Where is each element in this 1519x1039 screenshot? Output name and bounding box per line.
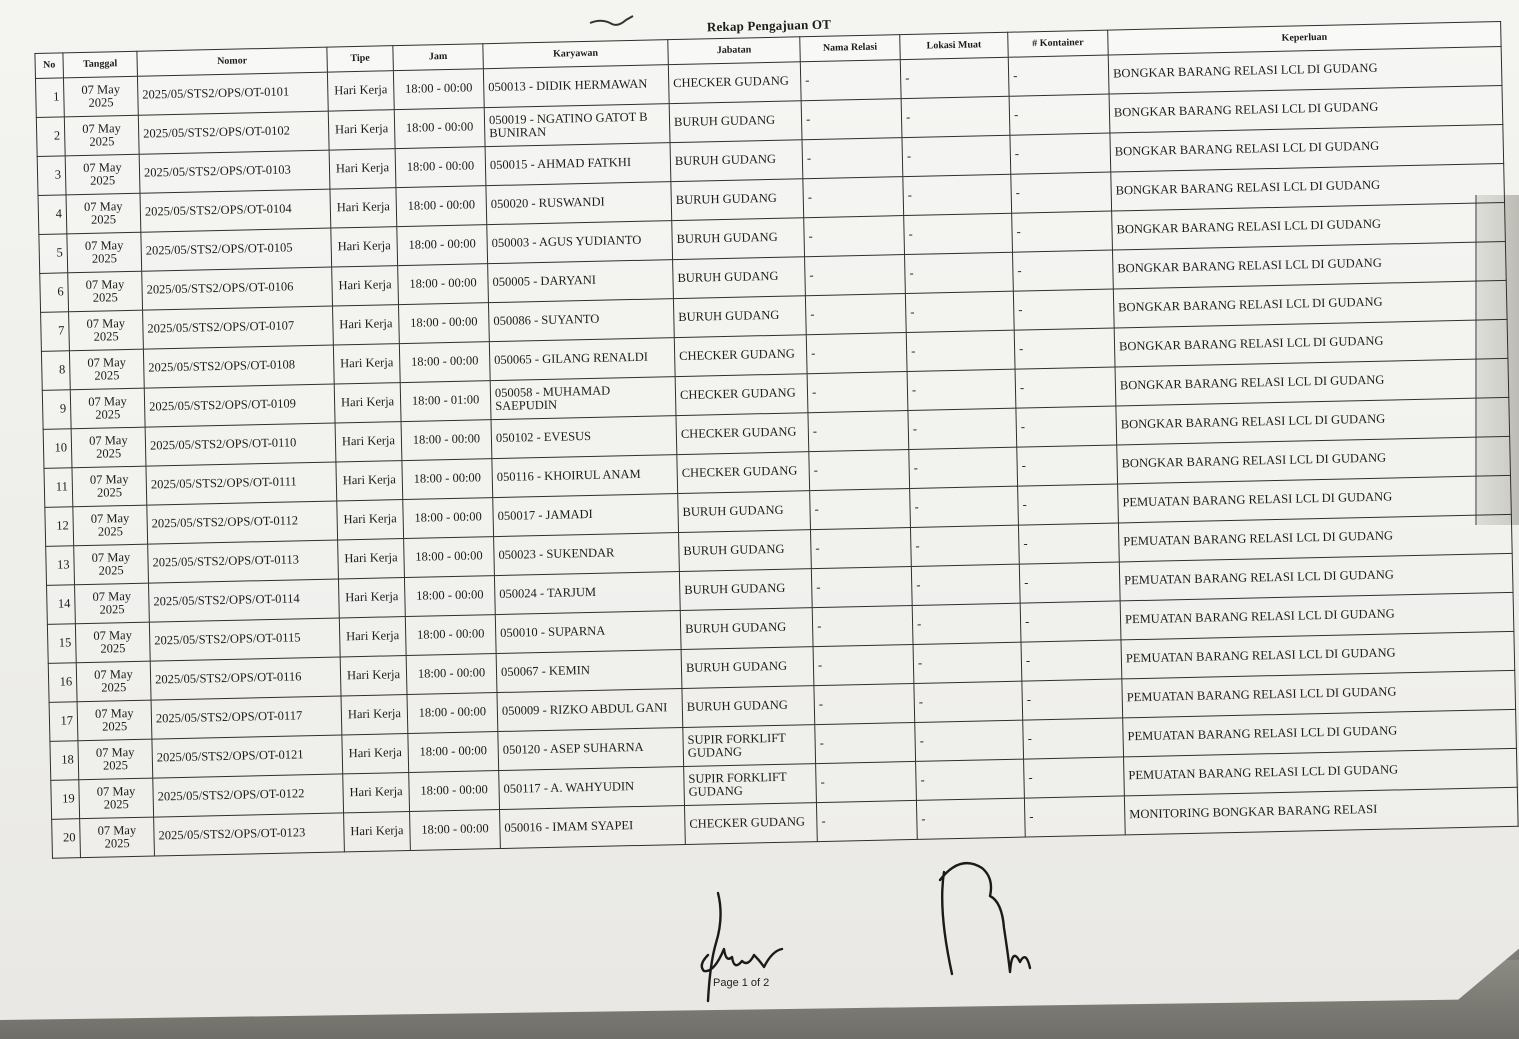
signature-left-icon <box>690 885 800 1010</box>
cell-time: 18:00 - 00:00 <box>399 342 490 383</box>
cell-number: 2025/05/STS2/OPS/OT-0115 <box>149 618 340 661</box>
cell-time: 18:00 - 00:00 <box>406 654 497 695</box>
cell-position: BURUH GUDANG <box>679 569 812 611</box>
cell-number: 2025/05/STS2/OPS/OT-0104 <box>140 189 331 232</box>
cell-relation: - <box>810 527 911 568</box>
cell-employee: 050024 - TARJUM <box>494 572 680 615</box>
cell-number: 2025/05/STS2/OPS/OT-0111 <box>146 462 337 505</box>
cell-time: 18:00 - 00:00 <box>395 147 486 188</box>
cell-type: Hari Kerja <box>337 500 404 540</box>
cell-relation: - <box>815 722 916 763</box>
cell-type: Hari Kerja <box>342 734 409 774</box>
cell-time: 18:00 - 00:00 <box>407 693 498 734</box>
cell-location: - <box>903 174 1012 215</box>
table-body <box>35 46 1518 858</box>
cell-purpose: PEMUATAN BARANG RELASI LCL DI GUDANG <box>1123 709 1517 757</box>
cell-type: Hari Kerja <box>338 539 405 579</box>
cell-position: BURUH GUDANG <box>681 647 814 689</box>
cell-date: 07 May 2025 <box>80 817 155 858</box>
cell-date: 07 May 2025 <box>66 193 141 234</box>
cell-employee: 050003 - AGUS YUDIANTO <box>487 221 673 264</box>
cell-location: - <box>909 447 1018 488</box>
overtime-table <box>34 21 1518 859</box>
cell-number: 2025/05/STS2/OPS/OT-0116 <box>150 657 341 700</box>
cell-type: Hari Kerja <box>338 578 405 618</box>
cell-location: - <box>902 135 1011 176</box>
cell-relation: - <box>811 566 912 607</box>
cell-date: 07 May 2025 <box>75 622 150 663</box>
cell-purpose: PEMUATAN BARANG RELASI LCL DI GUDANG <box>1118 514 1512 562</box>
cell-purpose: BONGKAR BARANG RELASI LCL DI GUDANG <box>1114 319 1508 367</box>
cell-position: BURUH GUDANG <box>678 491 811 533</box>
cell-relation: - <box>812 605 913 646</box>
header-purpose: Keperluan <box>1108 22 1501 56</box>
cell-number: 2025/05/STS2/OPS/OT-0110 <box>145 423 336 466</box>
cell-number: 2025/05/STS2/OPS/OT-0114 <box>149 579 340 622</box>
cell-location: - <box>900 57 1009 98</box>
cell-time: 18:00 - 00:00 <box>405 615 496 656</box>
cell-purpose: BONGKAR BARANG RELASI LCL DI GUDANG <box>1117 436 1511 484</box>
cell-position: BURUH GUDANG <box>680 608 813 650</box>
cell-location: - <box>911 564 1020 605</box>
cell-container: - <box>1023 718 1124 759</box>
cell-purpose: BONGKAR BARANG RELASI LCL DI GUDANG <box>1112 202 1506 250</box>
cell-relation: - <box>803 177 904 218</box>
cell-location: - <box>914 681 1023 722</box>
cell-relation: - <box>813 644 914 685</box>
cell-employee: 050020 - RUSWANDI <box>486 182 672 225</box>
cell-number: 2025/05/STS2/OPS/OT-0117 <box>151 696 342 739</box>
cell-no: 2 <box>36 117 65 157</box>
cell-purpose: BONGKAR BARANG RELASI LCL DI GUDANG <box>1109 85 1503 133</box>
cell-purpose: BONGKAR BARANG RELASI LCL DI GUDANG <box>1108 46 1502 94</box>
cell-employee: 050013 - DIDIK HERMAWAN <box>483 65 669 108</box>
cell-type: Hari Kerja <box>331 227 398 267</box>
cell-type: Hari Kerja <box>329 149 396 189</box>
cell-position: BURUH GUDANG <box>672 218 805 260</box>
cell-location: - <box>910 525 1019 566</box>
cell-number: 2025/05/STS2/OPS/OT-0103 <box>139 150 330 193</box>
cell-time: 18:00 - 00:00 <box>394 108 485 149</box>
cell-date: 07 May 2025 <box>76 661 151 702</box>
cell-employee: 050065 - GILANG RENALDI <box>489 338 675 381</box>
header-number: Nomor <box>137 47 328 76</box>
cell-date: 07 May 2025 <box>65 154 140 195</box>
cell-container: - <box>1012 250 1113 291</box>
cell-position: BURUH GUDANG <box>669 101 802 143</box>
cell-employee: 050117 - A. WAHYUDIN <box>499 767 685 810</box>
cell-number: 2025/05/STS2/OPS/OT-0123 <box>154 813 345 856</box>
cell-date: 07 May 2025 <box>79 778 154 819</box>
cell-time: 18:00 - 01:00 <box>400 381 491 422</box>
cell-relation: - <box>807 372 908 413</box>
cell-location: - <box>906 330 1015 371</box>
cell-type: Hari Kerja <box>336 461 403 501</box>
cell-type: Hari Kerja <box>330 188 397 228</box>
cell-employee: 050019 - NGATINO GATOT B BUNIRAN <box>484 104 670 147</box>
cell-date: 07 May 2025 <box>63 76 138 117</box>
header-relation: Nama Relasi <box>800 35 901 62</box>
cell-number: 2025/05/STS2/OPS/OT-0108 <box>143 345 334 388</box>
cell-no: 19 <box>51 780 80 820</box>
cell-position: SUPIR FORKLIFT GUDANG <box>684 764 817 806</box>
cell-employee: 050005 - DARYANI <box>488 260 674 303</box>
cell-position: CHECKER GUDANG <box>668 62 801 104</box>
cell-relation: - <box>800 60 901 101</box>
cell-type: Hari Kerja <box>327 71 394 111</box>
cell-location: - <box>910 486 1019 527</box>
cell-date: 07 May 2025 <box>71 427 146 468</box>
cell-position: BURUH GUDANG <box>673 296 806 338</box>
cell-date: 07 May 2025 <box>69 349 144 390</box>
cell-time: 18:00 - 00:00 <box>410 810 501 851</box>
cell-no: 6 <box>40 273 69 313</box>
cell-relation: - <box>806 333 907 374</box>
cell-container: - <box>1015 367 1116 408</box>
cell-date: 07 May 2025 <box>68 271 143 312</box>
cell-container: - <box>1024 796 1125 837</box>
cell-no: 14 <box>47 585 76 625</box>
cell-employee: 050086 - SUYANTO <box>488 299 674 342</box>
cell-relation: - <box>805 255 906 296</box>
cell-position: BURUH GUDANG <box>671 179 804 221</box>
cell-location: - <box>907 369 1016 410</box>
cell-no: 20 <box>52 819 81 859</box>
cell-type: Hari Kerja <box>333 305 400 345</box>
cell-purpose: PEMUATAN BARANG RELASI LCL DI GUDANG <box>1118 475 1512 523</box>
cell-employee: 050010 - SUPARNA <box>495 611 681 654</box>
cell-no: 11 <box>44 468 73 508</box>
header-position: Jabatan <box>668 37 801 65</box>
cell-container: - <box>1009 94 1110 135</box>
cell-container: - <box>1011 172 1112 213</box>
cell-location: - <box>905 291 1014 332</box>
cell-employee: 050120 - ASEP SUHARNA <box>498 728 684 771</box>
page-title: Rekap Pengajuan OT <box>706 16 832 35</box>
cell-position: BURUH GUDANG <box>673 257 806 299</box>
cell-container: - <box>1017 445 1118 486</box>
cell-relation: - <box>816 761 917 802</box>
header-location: Lokasi Muat <box>900 32 1009 59</box>
cell-type: Hari Kerja <box>341 695 408 735</box>
cell-location: - <box>916 798 1025 839</box>
overtime-recap-document <box>34 2 1519 859</box>
cell-number: 2025/05/STS2/OPS/OT-0102 <box>138 111 329 154</box>
cell-location: - <box>904 213 1013 254</box>
signature-right-icon <box>930 850 1040 980</box>
cell-employee: 050116 - KHOIRUL ANAM <box>492 455 678 498</box>
cell-container: - <box>1019 562 1120 603</box>
cell-no: 5 <box>39 234 68 274</box>
cell-employee: 050015 - AHMAD FATKHI <box>485 143 671 186</box>
cell-date: 07 May 2025 <box>74 544 149 585</box>
cell-date: 07 May 2025 <box>69 310 144 351</box>
cell-position: BURUH GUDANG <box>682 686 815 728</box>
page-number: Page 1 of 2 <box>713 977 770 989</box>
cell-time: 18:00 - 00:00 <box>396 186 487 227</box>
cell-no: 13 <box>46 546 75 586</box>
cell-employee: 050067 - KEMIN <box>496 650 682 693</box>
cell-type: Hari Kerja <box>328 110 395 150</box>
cell-no: 12 <box>45 507 74 547</box>
cell-location: - <box>901 96 1010 137</box>
cell-no: 1 <box>35 78 64 118</box>
cell-purpose: BONGKAR BARANG RELASI LCL DI GUDANG <box>1111 163 1505 211</box>
cell-no: 4 <box>38 195 67 235</box>
cell-container: - <box>1022 679 1123 720</box>
cell-location: - <box>908 408 1017 449</box>
cell-container: - <box>1014 328 1115 369</box>
cell-relation: - <box>810 489 911 530</box>
cell-purpose: PEMUATAN BARANG RELASI LCL DI GUDANG <box>1124 748 1518 796</box>
cell-type: Hari Kerja <box>334 383 401 423</box>
cell-purpose: BONGKAR BARANG RELASI LCL DI GUDANG <box>1115 358 1509 406</box>
cell-no: 18 <box>50 741 79 781</box>
cell-number: 2025/05/STS2/OPS/OT-0107 <box>143 306 334 349</box>
cell-date: 07 May 2025 <box>67 232 142 273</box>
cell-time: 18:00 - 00:00 <box>398 264 489 305</box>
cell-purpose: PEMUATAN BARANG RELASI LCL DI GUDANG <box>1122 670 1516 718</box>
cell-purpose: BONGKAR BARANG RELASI LCL DI GUDANG <box>1110 124 1504 172</box>
cell-number: 2025/05/STS2/OPS/OT-0109 <box>144 384 335 427</box>
cell-container: - <box>1020 601 1121 642</box>
cell-date: 07 May 2025 <box>70 388 145 429</box>
cell-date: 07 May 2025 <box>72 466 147 507</box>
cell-number: 2025/05/STS2/OPS/OT-0101 <box>137 72 328 115</box>
header-no: No <box>35 53 64 79</box>
cell-location: - <box>913 642 1022 683</box>
cell-date: 07 May 2025 <box>64 115 139 156</box>
cell-number: 2025/05/STS2/OPS/OT-0122 <box>153 774 344 817</box>
cell-employee: 050058 - MUHAMAD SAEPUDIN <box>490 377 676 420</box>
cell-type: Hari Kerja <box>343 773 410 813</box>
cell-relation: - <box>808 411 909 452</box>
cell-no: 3 <box>37 156 66 196</box>
cell-type: Hari Kerja <box>332 266 399 306</box>
cell-employee: 050017 - JAMADI <box>493 494 679 537</box>
cell-date: 07 May 2025 <box>75 583 150 624</box>
cell-time: 18:00 - 00:00 <box>404 576 495 617</box>
cell-position: SUPIR FORKLIFT GUDANG <box>683 725 816 767</box>
cell-no: 17 <box>49 702 78 742</box>
cell-purpose: BONGKAR BARANG RELASI LCL DI GUDANG <box>1113 280 1507 328</box>
cell-relation: - <box>802 138 903 179</box>
cell-container: - <box>1024 757 1125 798</box>
cell-no: 7 <box>41 312 70 352</box>
cell-no: 16 <box>48 663 77 703</box>
cell-position: CHECKER GUDANG <box>675 374 808 416</box>
cell-employee: 050023 - SUKENDAR <box>494 533 680 576</box>
cell-relation: - <box>809 450 910 491</box>
cell-location: - <box>912 603 1021 644</box>
cell-purpose: PEMUATAN BARANG RELASI LCL DI GUDANG <box>1121 631 1515 679</box>
cell-purpose: PEMUATAN BARANG RELASI LCL DI GUDANG <box>1120 592 1514 640</box>
cell-no: 10 <box>43 429 72 469</box>
cell-time: 18:00 - 00:00 <box>409 771 500 812</box>
cell-date: 07 May 2025 <box>78 739 153 780</box>
cell-location: - <box>915 720 1024 761</box>
cell-number: 2025/05/STS2/OPS/OT-0112 <box>147 501 338 544</box>
cell-type: Hari Kerja <box>339 617 406 657</box>
cell-no: 8 <box>41 351 70 391</box>
cell-container: - <box>1008 55 1109 96</box>
cell-number: 2025/05/STS2/OPS/OT-0121 <box>152 735 343 778</box>
cell-container: - <box>1013 289 1114 330</box>
cell-type: Hari Kerja <box>340 656 407 696</box>
cell-container: - <box>1021 640 1122 681</box>
header-time: Jam <box>393 44 484 71</box>
cell-location: - <box>905 252 1014 293</box>
cell-position: CHECKER GUDANG <box>684 803 817 845</box>
cell-time: 18:00 - 00:00 <box>398 303 489 344</box>
header-container: # Kontainer <box>1008 30 1109 57</box>
cell-time: 18:00 - 00:00 <box>397 225 488 266</box>
cell-position: CHECKER GUDANG <box>677 452 810 494</box>
cell-position: CHECKER GUDANG <box>676 413 809 455</box>
cell-position: BURUH GUDANG <box>679 530 812 572</box>
cell-relation: - <box>805 294 906 335</box>
cell-number: 2025/05/STS2/OPS/OT-0113 <box>148 540 339 583</box>
cell-no: 15 <box>47 624 76 664</box>
cell-employee: 050102 - EVESUS <box>491 416 677 459</box>
header-type: Tipe <box>327 46 394 72</box>
cell-employee: 050009 - RIZKO ABDUL GANI <box>497 689 683 732</box>
header-employee: Karyawan <box>483 40 669 69</box>
cell-container: - <box>1018 523 1119 564</box>
cell-time: 18:00 - 00:00 <box>402 459 493 500</box>
cell-number: 2025/05/STS2/OPS/OT-0106 <box>142 267 333 310</box>
cell-date: 07 May 2025 <box>77 700 152 741</box>
cell-employee: 050016 - IMAM SYAPEI <box>500 805 686 848</box>
cell-location: - <box>916 759 1025 800</box>
cell-position: BURUH GUDANG <box>670 140 803 182</box>
cell-time: 18:00 - 00:00 <box>393 69 484 110</box>
cell-time: 18:00 - 00:00 <box>404 537 495 578</box>
cell-time: 18:00 - 00:00 <box>401 420 492 461</box>
cell-position: CHECKER GUDANG <box>674 335 807 377</box>
cell-time: 18:00 - 00:00 <box>408 732 499 773</box>
cell-container: - <box>1010 133 1111 174</box>
cell-relation: - <box>804 216 905 257</box>
cell-container: - <box>1016 406 1117 447</box>
cell-no: 9 <box>42 390 71 430</box>
cell-container: - <box>1012 211 1113 252</box>
cell-purpose: BONGKAR BARANG RELASI LCL DI GUDANG <box>1116 397 1510 445</box>
cell-relation: - <box>801 99 902 140</box>
cell-date: 07 May 2025 <box>73 505 148 546</box>
cell-purpose: BONGKAR BARANG RELASI LCL DI GUDANG <box>1112 241 1506 289</box>
cell-time: 18:00 - 00:00 <box>403 498 494 539</box>
cell-purpose: PEMUATAN BARANG RELASI LCL DI GUDANG <box>1119 553 1513 601</box>
header-date: Tanggal <box>63 51 138 78</box>
cell-type: Hari Kerja <box>335 422 402 462</box>
cell-purpose: MONITORING BONGKAR BARANG RELASI <box>1124 787 1518 835</box>
cell-type: Hari Kerja <box>333 344 400 384</box>
cell-container: - <box>1018 484 1119 525</box>
cell-relation: - <box>816 800 917 841</box>
cell-number: 2025/05/STS2/OPS/OT-0105 <box>141 228 332 271</box>
cell-type: Hari Kerja <box>344 811 411 851</box>
cell-relation: - <box>814 683 915 724</box>
